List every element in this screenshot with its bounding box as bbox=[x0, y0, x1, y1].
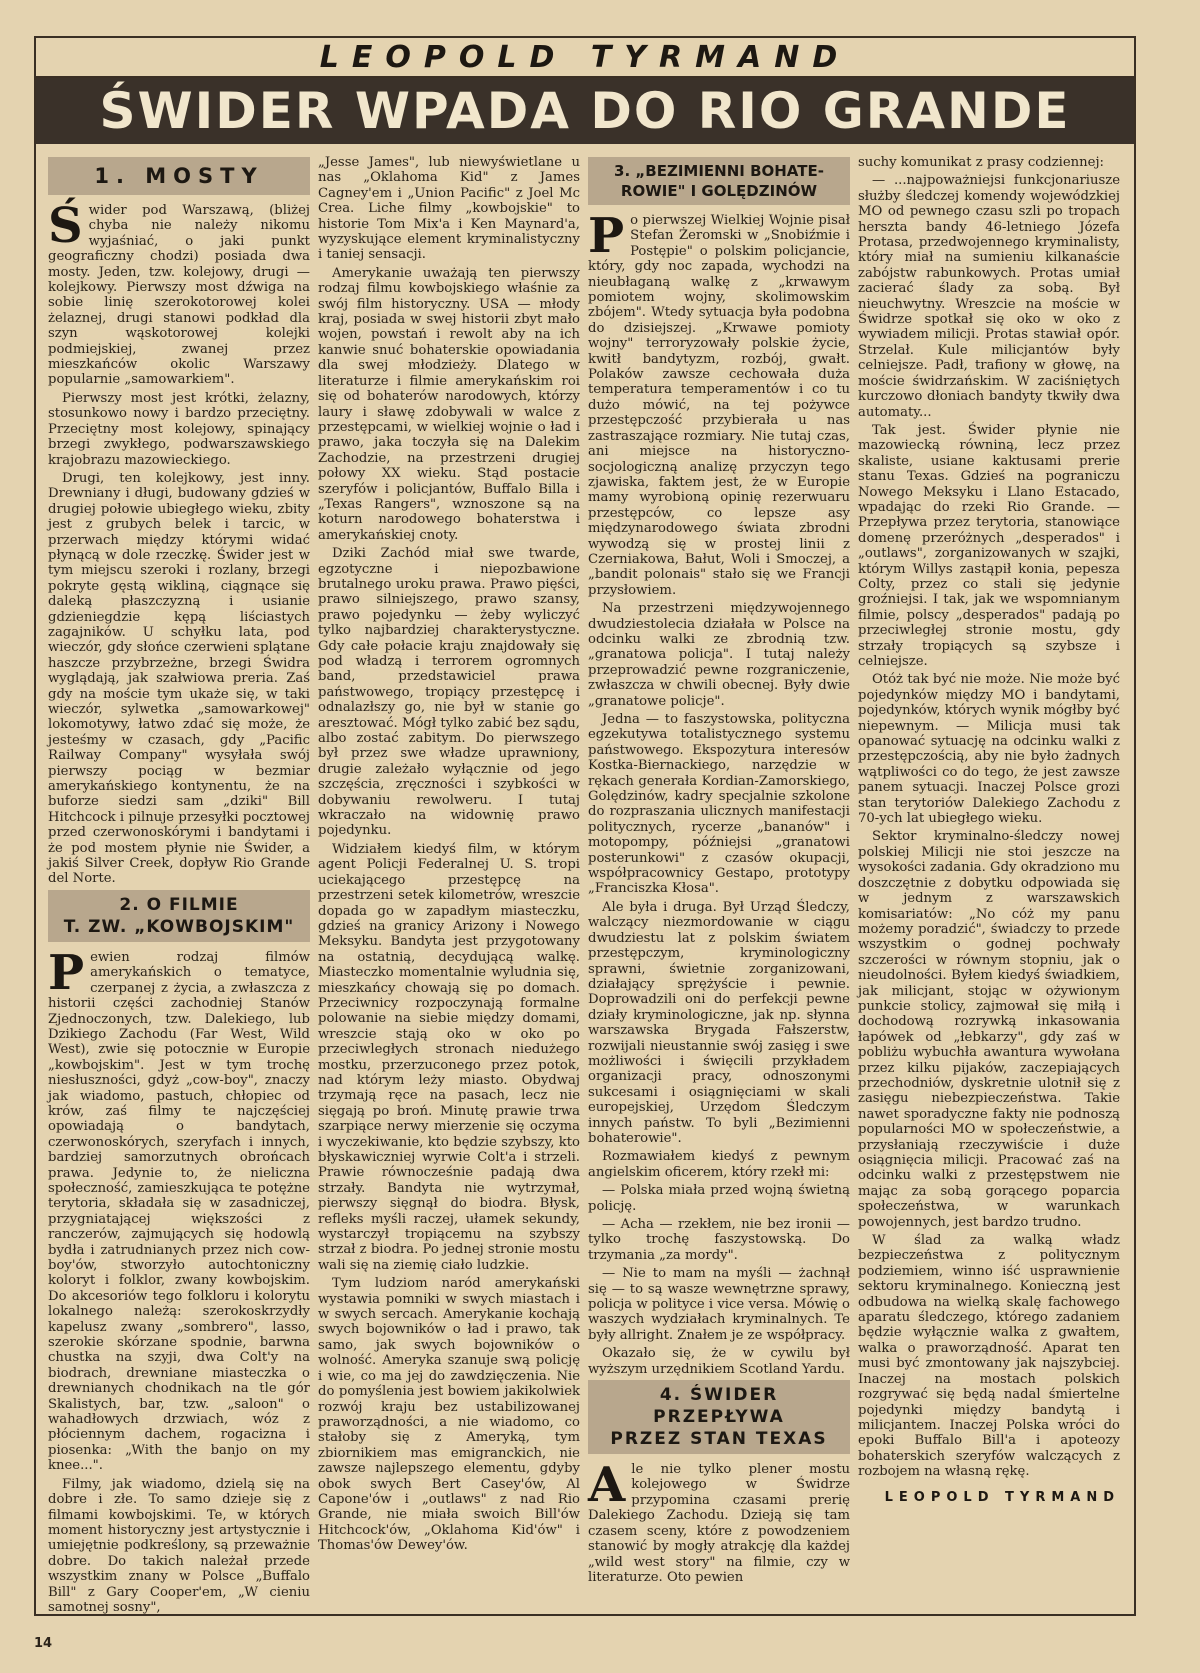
section-heading-bezimienni bbox=[588, 157, 850, 205]
paragraph: ewien rodzaj filmów amerykańskich o tematyce, czerpanej z życia, a zwłaszcza z historii części zachodniej Stanów Zjednoczonych, tzw. Dalekiego, lub Dzikiego Zachodu (Far West, Wild West), zwie się potocznie w Europie „kowbojskim". Jest w tym trochę niesłuszności, gdyż „cow-boy", znaczy jak wiadomo, pastuch, chłopiec od krów, zaś filmy te najczęściej opowiadają o bandytach, czerwonoskórych, szeryfach i innych, bardziej samorzutnych obrońcach prawa. Jedynie to, że nieliczna społeczność, zamieszkująca te potężne terytoria, składała się w zasadniczej, przygniatającej większości z ranczerów, zajmujących się hodowlą bydła i zatrudnianych przez nich cow-boy'ów, stworzyło autochtoniczny koloryt i folklor, zwany kowbojskim. Do akcesoriów tego folkloru i kolorytu lokalnego należą: szerokoskrzydły kapelusz zwany „sombrero", lasso, szerokie skórzane spodnie, barwna chustka na szyji, dwa Colt'y na biodrach, drewniane miasteczka o drewnianych chodnikach na tle gór Skalistych, bar, tzw. „saloon" o wahadłowych drzwiach, wóz z płóciennym dachem, rogacizna i piosenka: „With the banjo on my knee...". bbox=[48, 949, 310, 1474]
paragraph: Jedna — to faszystowska, polityczna egzekutywa totalistycznego systemu państwowego. Ekspozytura interesów Kostka-Biernackiego, narzędzie w rękach generała Kordian-Zamorskiego, Golędzinów, kadry specjalnie szkolone do rozpraszania ulicznych manifestacji politycznych, rycerze „bananów" i motopompy, późniejsi „granatowi posterunkowi" z czasów okupacji, współpracownicy Gestapo, prototypy „Franciszka Kłosa". bbox=[588, 712, 850, 897]
paragraph: Drugi, ten kolejkowy, jest inny. Drewniany i długi, budowany gdzieś w drugiej połowie ubiegłego wieku, zbity jest z grubych belek i tarcic, w przerwach między którymi widać płynącą w dole rzeczkę. Świder jest w tym miejscu szeroki i rozlany, brzegi pokryte gęstą wikliną, ciągnące się daleką płaszczyzną i usianie gdzieniegdzie kępą liściastych zagajników. U schyłku lata, pod wieczór, gdy słońce czerwieni splątane haszcze przybrzeżne, brzegi Świdra wyglądają, jak szałwiowa preria. Zaś gdy na moście tym ukaże się, w taki wieczór, sylwetka „samowarkowej" lokomotywy, łatwo zdać się może, że jesteśmy w czasach, gdy „Pacific Railway Company" wysyłała swój pierwszy pociąg w bezmiar amerykańskiego kontynentu, że na buforze siedzi sam „dziki" Bill Hitchcock i pilnuje przesyłki pocztowej przed czerwonoskórymi i bandytami i że pod mostem płynie nie Świder, a jakiś Silver Creek, dopływ Rio Grande del Norte. bbox=[48, 470, 310, 887]
column-1 bbox=[48, 155, 310, 1615]
author-header: LEOPOLD TYRMAND bbox=[36, 38, 1134, 78]
paragraph: Amerykanie uważają ten pierwszy rodzaj filmu kowbojskiego właśnie za swój film historyczny. USA — młody kraj, posiada w swej historii zbyt mało wojen, powstań i rewolt aby na ich kanwie snuć bohaterskie opowiadania dla swej młodzieży. Dlatego w literaturze i filmie amerykańskim roi się od bohaterów narodowych, którzy laury i sławę zdobywali w walce z przestępcami, w wielkiej wojnie o ład i prawo, jaka toczyła się na Dalekim Zachodzie, na przestrzeni drugiej połowy XX wieku. Stąd postacie szeryfów i policjantów, Buffalo Billa i „Texas Rangers", wznoszone są na koturn narodowego bohaterstwa i amerykańskiej cnoty. bbox=[318, 265, 580, 543]
paragraph: — Polska miała przed wojną świetną policję. bbox=[588, 1183, 850, 1214]
column-2 bbox=[318, 155, 580, 1585]
column-4 bbox=[858, 155, 1120, 1585]
section-heading-line: ROWIE" I GOLĘDZINÓW bbox=[620, 182, 818, 200]
section-heading-mosty: 1. MOSTY bbox=[48, 157, 310, 195]
section-heading-line: T. ZW. „KOWBOJSKIM" bbox=[63, 916, 295, 937]
section-heading-line: PRZEZ STAN TEXAS bbox=[610, 1429, 828, 1450]
paragraph: Tak jest. Świder płynie nie mazowiecką równiną, lecz przez skaliste, usiane kaktusami prerie stanu Texas. Gdzieś na pograniczu Nowego Meksyku i Llano Estacado, wpadając do rzeki Rio Grande. — Przepływa przez terytoria, stanowiące domenę przeróżnych „desperados" i „outlaws", zorganizowanych w szajki, którym Willys zastąpił konia, pepesza Colty, przez co stali się jedynie groźniejsi. I tak, jak we wspomnianym filmie, polscy „desperados" padają po przeciwległej stronie mostu, gdy strzały tropiących są szybsze i celniejsze. bbox=[858, 422, 1120, 669]
paragraph: Ale była i druga. Był Urząd Śledczy, walczący niezmordowanie w ciągu dwudziestu lat z polskim światem przestępczym, kryminologiczny sprawni, świetnie zorganizowani, działający sprężyście i pewnie. Doprowadzili oni do perfekcji pewne działy kryminologiczne, jak np. słynna warszawska Brygada Fałszerstw, rozwijali nieustannie swój zasięg i swe możliwości i święcili przykładem organizacji pracy, odnoszonymi sukcesami i osiągnięciami w skali europejskiej, Urzędom Śledczym innych państw. To byli „Bezimienni bohaterowie". bbox=[588, 899, 850, 1146]
paragraph: W ślad za walką władz bezpieczeństwa z politycznym podziemiem, winno iść usprawnienie sektoru kryminalnego. Konieczną jest odbudowa na wielką skalę fachowego aparatu śledczego, którego zadaniem będzie wyłącznie walka z gwałtem, walka o praworządność. Aparat ten musi być zmontowany jak najszybciej. Inaczej na mostach polskich rozgrywać się będą nadal śmiertelne pojedynki między bandytą i milicjantem. Inaczej Polska wróci do epoki Buffalo Bill'a i apoteozy bohaterskich szeryfów walczących z rozbojem na własną rękę. bbox=[858, 1233, 1120, 1480]
paragraph: Widziałem kiedyś film, w którym agent Policji Federalnej U. S. tropi uciekającego przestępcę na przestrzeni setek kilometrów, wreszcie dopada go w zapadłym miasteczku, gdzieś na granicy Arizony i Nowego Meksyku. Bandyta jest przygotowany na ostatnią, decydującą walkę. Miasteczko momentalnie wyludnia się, mieszkańcy chowają się po domach. Przeciwnicy rozpoczynają formalne polowanie na siebie między domami, wreszcie stają oko w oko po przeciwległych stronach niedużego mostku, przerzuconego przez potok, nad którym leży miasto. Obydwaj trzymają ręce na pasach, lecz nie sięgają po broń. Minutę prawie trwa szarpiące nerwy mierzenie się oczyma i wyczekiwanie, kto będzie szybszy, kto błyskawiczniej wyrwie Colt'a i strzeli. Prawie równocześnie padają dwa strzały. Bandyta nie wytrzymał, pierwszy sięgnął do biodra. Błysk, refleks myśli raczej, ułamek sekundy, wystarczył tropiącemu na szybszy strzał z biodra. Po jednej stronie mostu wali się na ziemię ciało ludzkie. bbox=[318, 841, 580, 1273]
column-3 bbox=[588, 155, 850, 1585]
paragraph: Dziki Zachód miał swe twarde, egzotyczne i niepozbawione brutalnego uroku prawa. Prawo pięści, prawo silniejszego, prawo szansy, prawo pojedynku — żeby wyliczyć tylko najbardziej charakterystyczne. Gdy całe połacie kraju znajdowały się pod władzą i terrorem ogromnych band, przedstawiciel prawa państwowego, tropiący przestępcę i odnalazłszy go, nie był w stanie go aresztować. Mógł tylko zabić bez sądu, albo zostać zabitym. Do pierwszego był przez swe władze uprawniony, drugie zależało wyłącznie od jego szczęścia, zręczności i szybkości w dobywaniu rewolweru. I tutaj wkraczało na widownię prawo pojedynku. bbox=[318, 546, 580, 839]
section-heading-swider-texas bbox=[588, 1380, 850, 1454]
paragraph: Pierwszy most jest krótki, żelazny, stosunkowo nowy i bardzo przeciętny. Przeciętny most kolejowy, spinający brzegi zwykłego, podwarszawskiego krajobrazu mazowieckiego. bbox=[48, 390, 310, 468]
drop-cap: P bbox=[588, 208, 625, 264]
section-heading-line: 2. O FILMIE bbox=[119, 894, 239, 915]
paragraph: Okazało się, że w cywilu był wyższym urzędnikiem Scotland Yardu. bbox=[588, 1346, 850, 1377]
section-heading-line: 4. ŚWIDER PRZEPŁYWA bbox=[653, 1385, 785, 1428]
paragraph: Sektor kryminalno-śledczy nowej polskiej Milicji nie stoi jeszcze na wysokości zadania. Gdy okradziono mu doszczętnie z dobytku odpowiada się w jednym z warszawskich komisariatów: „No cóż my panu możemy poradzić", świadczy to przede wszystkim o godnej pochwały szczerości w równym stopniu, jak o nieudolności. Byłem kiedyś świadkiem, jak milicjant, stojąc w ożywionym punkcie stolicy, zajmował się miłą i dochodową rozrywką inkasowania łapówek od „łebkarzy", gdy zaś w pobliżu wybuchła awantura wywołana przez kilku pijaków, zaczepiających przechodniów, dyskretnie ulotnił się z zasięgu niebezpieczeństwa. Takie nawet sporadyczne fakty nie podnoszą popularności MO w społeczeństwie, a przysłaniają rzeczywiście i duże osiągnięcia milicji. Pracować zaś na odcinku walki z przestępstwem nie mając za sobą gorącego poparcia społeczeństwa, w warunkach powojennych, jest bardzo trudno. bbox=[858, 829, 1120, 1230]
paragraph: — Acha — rzekłem, nie bez ironii — tylko trochę faszystowską. Do trzymania „za mordy". bbox=[588, 1217, 850, 1263]
paragraph: Rozmawiałem kiedyś z pewnym angielskim oficerem, który rzekł mi: bbox=[588, 1149, 850, 1180]
paragraph: Na przestrzeni międzywojennego dwudziestolecia działała w Polsce na odcinku walki ze zbrodnią tzw. „granatowa policja". I tutaj należy przeprowadzić pewne rozgraniczenie, zwłaszcza w chwili obecnej. Były dwie „granatowe policje". bbox=[588, 601, 850, 709]
drop-cap: A bbox=[588, 1457, 626, 1514]
drop-cap: Ś bbox=[48, 198, 83, 254]
paragraph: Filmy, jak wiadomo, dzielą się na dobre i złe. To samo dzieje się z filmami kowbojskimi. Te, w których moment historyczny jest artystycznie i umiejętnie podkreślony, są przeważnie dobre. Do takich należał przede wszystkim znany w Polsce „Buffalo Bill" z Gary Cooper'em, „W cieniu samotnej sosny", bbox=[48, 1476, 310, 1615]
paragraph: Otóż tak być nie może. Nie może być pojedynków między MO i bandytami, pojedynków, których wynik mógłby być niepewnym. — Milicja musi tak opanować sytuację na odcinku walki z przestępczością, aby nie było żadnych wątpliwości co do tego, że jest zawsze panem sytuacji. Inaczej Polsce grozi stan terytoriów Dalekiego Zachodu z 70-ych lat ubiegłego wieku. bbox=[858, 672, 1120, 827]
paragraph: le nie tylko plener mostu kolejowego w Świdrze przypomina czasami prerię Dalekiego Zachodu. Dzieją się tam czasem sceny, które z powodzeniem stanowić by mogły atrakcję dla każdej „wild west story" na filmie, czy w literaturze. Oto pewien bbox=[588, 1462, 850, 1585]
section-heading-line: 3. „BEZIMIENNI BOHATE- bbox=[614, 162, 824, 180]
paragraph: wider pod Warszawą, (bliżej chyba nie należy nikomu wyjaśniać, o jaki punkt geograficzny chodzi) posiada dwa mosty. Jeden, tzw. kolejowy, drugi — kolejkowy. Pierwszy most dźwiga na sobie linię szerokotorowej kolei żelaznej, drugi stanowi podkład dla szyn wąskotorowej kolejki podmiejskiej, zwanej przez mieszkańców okolic Warszawy popularnie „samowarkiem". bbox=[48, 203, 310, 388]
paragraph: o pierwszej Wielkiej Wojnie pisał Stefan Żeromski w „Snobiźmie i Postępie" o polskim policjancie, który, gdy noc zapada, wychodzi na nieubłaganą walkę z „krwawym pomiotem wojny, skolimowskim zbójem". Wtedy sytuacja była podobna do dzisiejszej. „Krwawe pomioty wojny" terroryzowały polskie życie, kwitł bandytyzm, rozbój, gwałt. Polaków zawsze cechowała duża temperatura temperamentów i co tu dużo mówić, na tej pożywce przestępczość przybierała u nas zastraszające rozmiary. Nie tutaj czas, ani miejsce na historyczno-socjologiczną analizę przyczyn tego zjawiska, faktem jest, że w Europie mamy wyrobioną opinię rezerwuaru przestępców, co lepsze asy międzynarodowego świata zbrodni wywodzą się w prostej linii z Czerniakowa, Bałut, Woli i Smoczej, a „bandit polonais" stało się we Francji przysłowiem. bbox=[588, 213, 850, 598]
paragraph: suchy komunikat z prasy codziennej: bbox=[858, 155, 1104, 170]
paragraph: Tym ludziom naród amerykański wystawia pomniki w swych miastach i w swych sercach. Amerykanie kochają swych bojowników o ład i prawo, tak samo, jak swych bojowników o wolność. Ameryka szanuje swą policję i wie, co ma jej do zawdzięczenia. Nie do pomyślenia jest bowiem jakikolwiek rozwój kraju bez ustabilizowanej praworządności, a nie wiadomo, co stałoby się z Ameryką, tym zbiornikiem mas emigranckich, nie zawsze najlepszego elementu, gdyby obok swych Bert Casey'ów, Al Capone'ów i „outlaws" z nad Rio Grande, nie miała swoich Bill'ów Hitchcock'ów, „Oklahoma Kid'ów" i Thomas'ów Dewey'ów. bbox=[318, 1276, 580, 1554]
paragraph: „Jesse James", lub niewyświetlane u nas „Oklahoma Kid" z James Cagney'em i „Union Pacific" z Joel Mc Crea. Liche filmy „kowbojskie" to historie Tom Mix'a i Ken Maynard'a, wyzyskujące element kryminalistyczny i taniej sensacji. bbox=[318, 155, 580, 263]
section-heading-o-filmie bbox=[48, 890, 310, 942]
author-byline: LEOPOLD TYRMAND bbox=[884, 1489, 1120, 1505]
article-title: ŚWIDER WPADA DO RIO GRANDE bbox=[36, 78, 1134, 144]
drop-cap: P bbox=[48, 944, 85, 1001]
paragraph: — Nie to mam na myśli — żachnął się — to są wasze wewnętrzne sprawy, policja w polityce i vice versa. Mówię o waszych wydziałach kryminalnych. Te były allright. Znałem je ze współpracy. bbox=[588, 1266, 850, 1343]
page-number: 14 bbox=[34, 1636, 53, 1651]
paragraph: — ...najpoważniejsi funkcjonariusze służby śledczej komendy wojewódzkiej MO od pewnego czasu szli po tropach herszta bandy 46-letniego Józefa Protasa, przedwojennego kryminalisty, który miał na sumieniu kilkanaście zabójstw rabunkowych. Protas umiał zacierać ślady za sobą. Był nieuchwytny. Wreszcie na moście w Świdrze spotkał się oko w oko z wywiadem milicji. Protas stawiał opór. Strzelał. Kule milicjantów były celniejsze. Padł, trafiony w głowę, na moście świdrzańskim. W zaciśniętych kurczowo dłoniach bandyty tkwiły dwa automaty... bbox=[858, 173, 1120, 420]
